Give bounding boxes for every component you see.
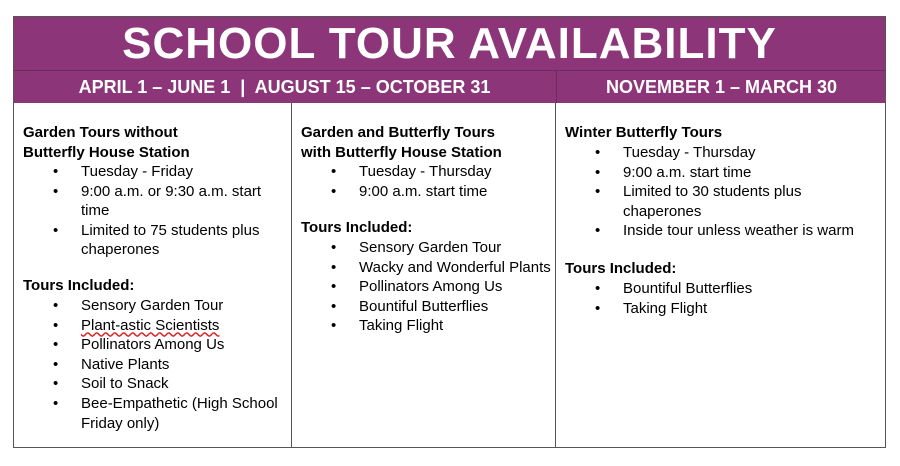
list-item — [23, 316, 285, 336]
column-butterfly-tours — [292, 103, 556, 447]
tours-list — [565, 279, 883, 318]
column-heading: Winter Butterfly Tours — [565, 124, 723, 141]
tours-list — [301, 238, 551, 336]
list-item: • Bee-Empathetic (High School Friday only) — [23, 394, 285, 433]
tours-heading: Tours Included: — [23, 277, 135, 294]
list-item: • Pollinators Among Us — [23, 335, 285, 355]
tours-heading: Tours Included: — [301, 219, 413, 236]
list-item: • Bountiful Butterflies — [301, 297, 551, 317]
list-item-text: Plant-astic Scientists — [81, 316, 220, 334]
list-item: • Native Plants — [23, 355, 285, 375]
page-title: SCHOOL TOUR AVAILABILITY — [14, 17, 885, 70]
season-header-row — [14, 70, 885, 103]
list-item: • Bountiful Butterflies — [565, 279, 883, 299]
list-item: • Sensory Garden Tour — [301, 238, 551, 258]
column-heading — [23, 123, 283, 162]
heading-line: Butterfly House Station — [23, 143, 190, 161]
column-garden-tours — [14, 103, 292, 447]
list-item: • Taking Flight — [565, 299, 883, 319]
list-item: • Limited to 30 students plus chaperones — [565, 182, 883, 221]
tours-list — [23, 296, 285, 433]
list-item: • 9:00 a.m. start time — [565, 163, 883, 183]
list-item: • Wacky and Wonderful Plants — [301, 258, 551, 278]
heading-line: Garden and Butterfly Tours — [301, 124, 495, 141]
list-item: • Sensory Garden Tour — [23, 296, 285, 316]
heading-line: with Butterfly House Station — [301, 143, 502, 161]
list-item: • Taking Flight — [301, 316, 551, 336]
heading-line: Garden Tours without — [23, 124, 178, 141]
list-item: • Tuesday - Friday — [23, 162, 285, 182]
season-header-spring-fall: APRIL 1 – JUNE 1 | AUGUST 15 – OCTOBER 31 — [78, 77, 491, 97]
details-list — [23, 162, 285, 260]
details-list — [565, 143, 883, 241]
column-heading — [301, 123, 551, 162]
list-item: • Soil to Snack — [23, 374, 285, 394]
season-header-winter: NOVEMBER 1 – MARCH 30 — [556, 71, 886, 103]
list-item: • 9:00 a.m. start time — [301, 182, 551, 202]
list-item: • Inside tour unless weather is warm — [565, 221, 883, 241]
list-item: • Limited to 75 students plus chaperones — [23, 221, 285, 260]
details-list — [301, 162, 551, 201]
list-item: • Tuesday - Thursday — [301, 162, 551, 182]
list-item: • Tuesday - Thursday — [565, 143, 883, 163]
tour-availability-table — [13, 16, 886, 448]
tours-heading: Tours Included: — [565, 260, 677, 277]
list-item: • Pollinators Among Us — [301, 277, 551, 297]
list-item: • 9:00 a.m. or 9:30 a.m. start time — [23, 182, 285, 221]
column-winter-tours — [556, 103, 885, 447]
